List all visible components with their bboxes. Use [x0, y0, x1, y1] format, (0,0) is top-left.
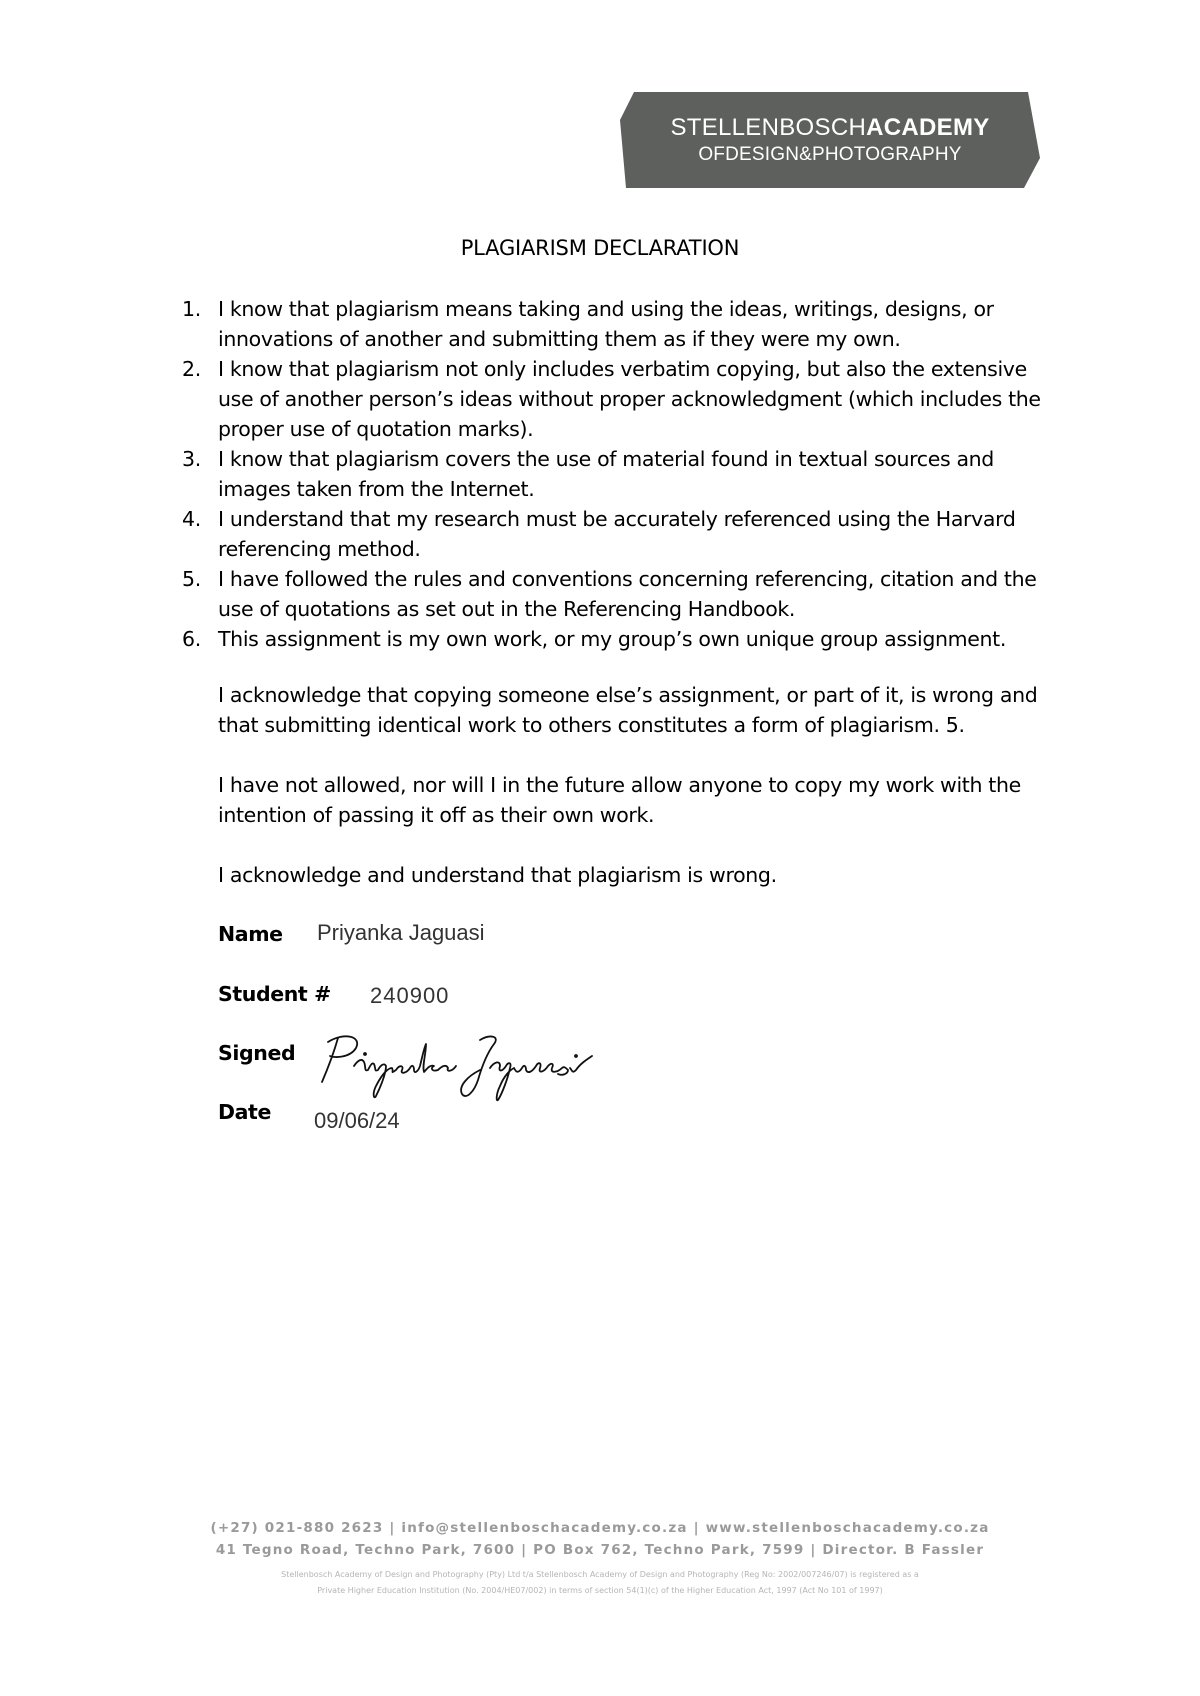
declaration-item-1 [182, 294, 1062, 354]
declaration-item-3 [182, 444, 1062, 504]
footer-address-line: 41 Tegno Road, Techno Park, 7600 | PO Box 762, Techno Park, 7599 | Director. B Fassler [215, 1542, 985, 1558]
declaration-number: 2. [182, 357, 201, 381]
declaration-number: 3. [182, 447, 201, 471]
declaration-text: I understand that my research must be accurately referenced using the Harvard referencing method. [218, 507, 1016, 561]
declaration-text: I know that plagiarism not only includes verbatim copying, but also the extensive use of another person’s ideas without proper acknowledgment (which includes the proper use of quotation marks). [218, 357, 1041, 441]
declaration-item-5 [182, 564, 1062, 624]
logo-line-2: OFDESIGN&PHOTOGRAPHY [698, 144, 962, 165]
acknowledgement-paragraph-wrong [218, 860, 1068, 890]
declaration-number: 4. [182, 507, 201, 531]
footer-legal-line-1: Stellenbosch Academy of Design and Photography (Pty) Ltd t/a Stellenbosch Academy of Design and Photography (Reg No: 2002/007246/07) is registered as a [281, 1570, 919, 1579]
declaration-text: I know that plagiarism means taking and using the ideas, writings, designs, or innovations of another and submitting them as if they were my own. [218, 297, 994, 351]
student-number-value: 240900 [370, 983, 450, 1008]
logo-word-academy: ACADEMY [866, 114, 990, 141]
signed-label: Signed [218, 1041, 296, 1065]
handwritten-signature [314, 1030, 604, 1102]
paragraph-text: I acknowledge that copying someone else’s assignment, or part of it, is wrong and that submitting identical work to others constitutes a form of plagiarism. 5. [218, 683, 1038, 737]
declaration-list [182, 294, 1062, 654]
declaration-item-2 [182, 354, 1062, 444]
date-value: 09/06/24 [314, 1108, 400, 1133]
logo-line-1 [620, 114, 1040, 142]
declaration-number: 6. [182, 627, 201, 651]
acknowledgement-paragraph-not-allowed [218, 770, 1068, 830]
declaration-text: I know that plagiarism covers the use of material found in textual sources and images taken from the Internet. [218, 447, 994, 501]
page-title: PLAGIARISM DECLARATION [460, 236, 740, 260]
paragraph-text: I have not allowed, nor will I in the future allow anyone to copy my work with the intention of passing it off as their own work. [218, 773, 1021, 827]
declaration-item-4 [182, 504, 1062, 564]
academy-logo [620, 90, 1040, 190]
footer-legal-line-2: Private Higher Education Institution (No. 2004/HE07/002) in terms of section 54(1)(c) of the Higher Education Act, 1997 (Act No 101 of 1997) [317, 1586, 883, 1595]
declaration-number: 1. [182, 297, 201, 321]
signature-icon [314, 1030, 604, 1102]
student-number-label: Student # [218, 982, 331, 1006]
date-label: Date [218, 1100, 271, 1124]
paragraph-text: I acknowledge and understand that plagiarism is wrong. [218, 863, 777, 887]
declaration-number: 5. [182, 567, 201, 591]
footer-contact-line: (+27) 021-880 2623 | info@stellenboschacademy.co.za | www.stellenboschacademy.co.za [210, 1520, 990, 1536]
logo-word-stellenbosch: STELLENBOSCH [670, 114, 867, 141]
declaration-text: This assignment is my own work, or my group’s own unique group assignment. [218, 627, 1007, 651]
declaration-text: I have followed the rules and conventions concerning referencing, citation and the use of quotations as set out in the Referencing Handbook. [218, 567, 1037, 621]
acknowledgement-paragraph-copying [218, 680, 1068, 740]
declaration-item-6 [182, 624, 1062, 654]
name-label: Name [218, 922, 283, 946]
name-value: Priyanka Jaguasi [317, 920, 485, 945]
